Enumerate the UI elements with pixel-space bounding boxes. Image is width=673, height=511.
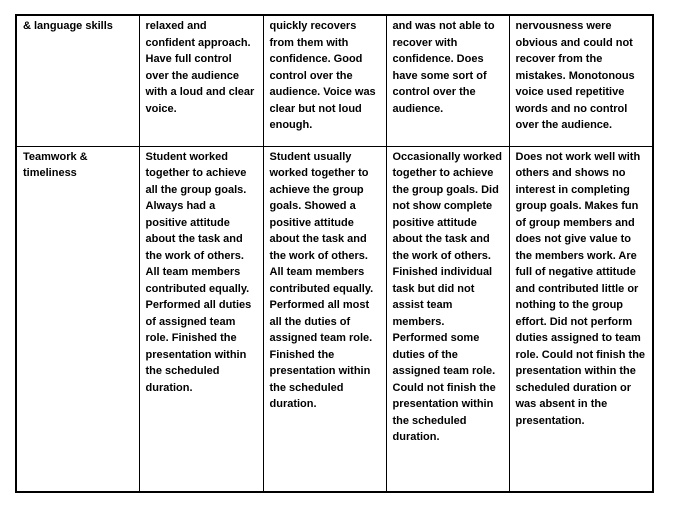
rubric-cell-r2-level1: Student worked together to achieve all the group goals. Always had a positive attitude about the task and the work of others. All team members contributed equally. Performed all duties of assigned team role. Finished the presentation within the scheduled duration. <box>139 146 263 492</box>
rubric-row-teamwork <box>16 146 653 492</box>
rubric-row-language-skills <box>16 15 653 146</box>
rubric-cell-r1-level3: and was not able to recover with confidence. Does have some sort of control over the audience. <box>386 15 509 146</box>
criterion-label-cell: Teamwork & timeliness <box>16 146 139 492</box>
criterion-label-cell: & language skills <box>16 15 139 146</box>
rubric-cell-r2-level2: Student usually worked together to achieve the group goals. Showed a positive attitude about the task and the work of others. All team members contributed equally. Performed all most all the duties of assigned team role. Finished the presentation within the scheduled duration. <box>263 146 386 492</box>
rubric-cell-r2-level3: Occasionally worked together to achieve the group goals. Did not show complete positive attitude about the task and the work of others. Finished individual task but did not assist team members. Performed some duties of the assigned team role. Could not finish the presentation within the scheduled duration. <box>386 146 509 492</box>
rubric-cell-r1-level4: nervousness were obvious and could not recover from the mistakes. Monotonous voice used repetitive words and no control over the audience. <box>509 15 653 146</box>
rubric-cell-r1-level1: relaxed and confident approach. Have full control over the audience with a loud and clear voice. <box>139 15 263 146</box>
rubric-cell-r2-level4: Does not work well with others and shows no interest in completing group goals. Makes fun of group members and does not give value to the members work. Are full of negative attitude and contributed little or nothing to the group effort. Did not perform duties assigned to team role. Could not finish the presentation within the scheduled duration or was absent in the presentation. <box>509 146 653 492</box>
rubric-table <box>15 14 654 493</box>
rubric-cell-r1-level2: quickly recovers from them with confidence. Good control over the audience. Voice was clear but not loud enough. <box>263 15 386 146</box>
